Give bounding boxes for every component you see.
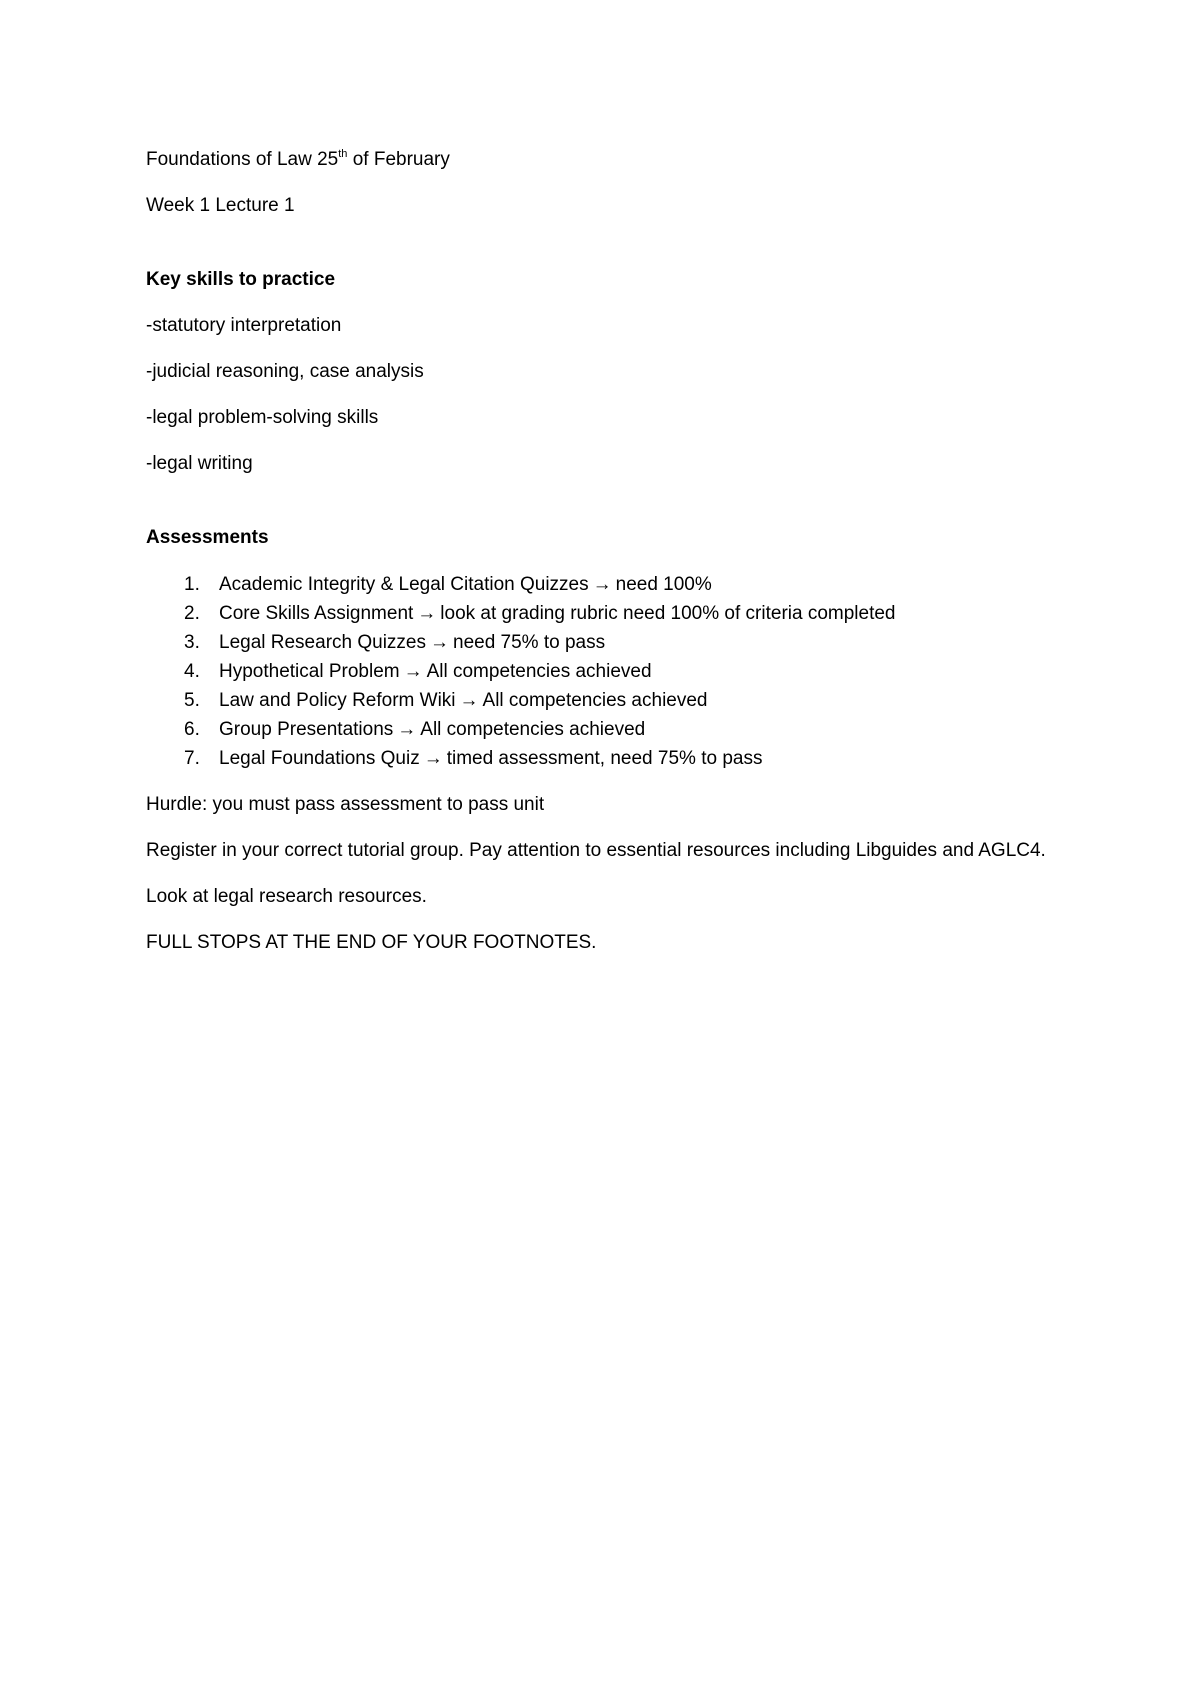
title-suffix: of February (347, 149, 450, 170)
assessment-note: need 75% to pass (453, 632, 606, 653)
arrow-icon: → (403, 661, 423, 682)
document-subtitle: Week 1 Lecture 1 (146, 195, 295, 216)
arrow-icon: → (397, 719, 417, 740)
assessment-name: Group Presentations (219, 719, 394, 740)
assessment-name: Academic Integrity & Legal Citation Quizzes (219, 574, 589, 595)
arrow-icon: → (459, 690, 479, 711)
assessment-name: Law and Policy Reform Wiki (219, 690, 456, 711)
assessment-note: All competencies achieved (420, 719, 646, 740)
register-note: Register in your correct tutorial group. Pay attention to essential resources including Libguides and AGLC4. (146, 840, 1046, 861)
assessment-number: 7. (184, 748, 200, 769)
assessment-number: 1. (184, 574, 200, 595)
arrow-icon: → (592, 574, 612, 595)
assessment-note: All competencies achieved (426, 661, 652, 682)
assessment-name: Legal Foundations Quiz (219, 748, 420, 769)
assessment-note: look at grading rubric need 100% of criteria completed (440, 603, 896, 624)
assessment-number: 5. (184, 690, 200, 711)
assessment-item (146, 628, 1046, 657)
title-ordinal: th (338, 148, 348, 160)
document-title (146, 146, 1046, 174)
assessment-item (146, 686, 1046, 715)
arrow-icon: → (423, 748, 443, 769)
assessment-item (146, 715, 1046, 744)
assessment-item (146, 599, 1046, 628)
title-text: Foundations of Law 25 (146, 149, 339, 170)
skill-item: -legal writing (146, 453, 253, 474)
assessment-number: 6. (184, 719, 200, 740)
assessment-name: Hypothetical Problem (219, 661, 400, 682)
assessment-name: Core Skills Assignment (219, 603, 414, 624)
assessment-number: 4. (184, 661, 200, 682)
arrow-icon: → (417, 603, 437, 624)
skill-item: -legal problem-solving skills (146, 407, 379, 428)
assessment-item (146, 657, 1046, 686)
document-body (146, 146, 1046, 975)
assessment-number: 2. (184, 603, 200, 624)
footnotes-note: FULL STOPS AT THE END OF YOUR FOOTNOTES. (146, 932, 597, 953)
assessment-note: need 100% (615, 574, 712, 595)
assessments-heading: Assessments (146, 527, 269, 548)
assessment-item (146, 570, 1046, 599)
assessment-number: 3. (184, 632, 200, 653)
skill-item: -statutory interpretation (146, 315, 342, 336)
skills-heading: Key skills to practice (146, 269, 336, 290)
research-note: Look at legal research resources. (146, 886, 427, 907)
assessment-note: timed assessment, need 75% to pass (446, 748, 763, 769)
assessment-name: Legal Research Quizzes (219, 632, 426, 653)
assessment-note: All competencies achieved (482, 690, 708, 711)
skill-item: -judicial reasoning, case analysis (146, 361, 424, 382)
assessment-item (146, 744, 1046, 773)
arrow-icon: → (430, 632, 449, 653)
hurdle-note: Hurdle: you must pass assessment to pass unit (146, 794, 545, 815)
assessments-list (146, 570, 1046, 773)
